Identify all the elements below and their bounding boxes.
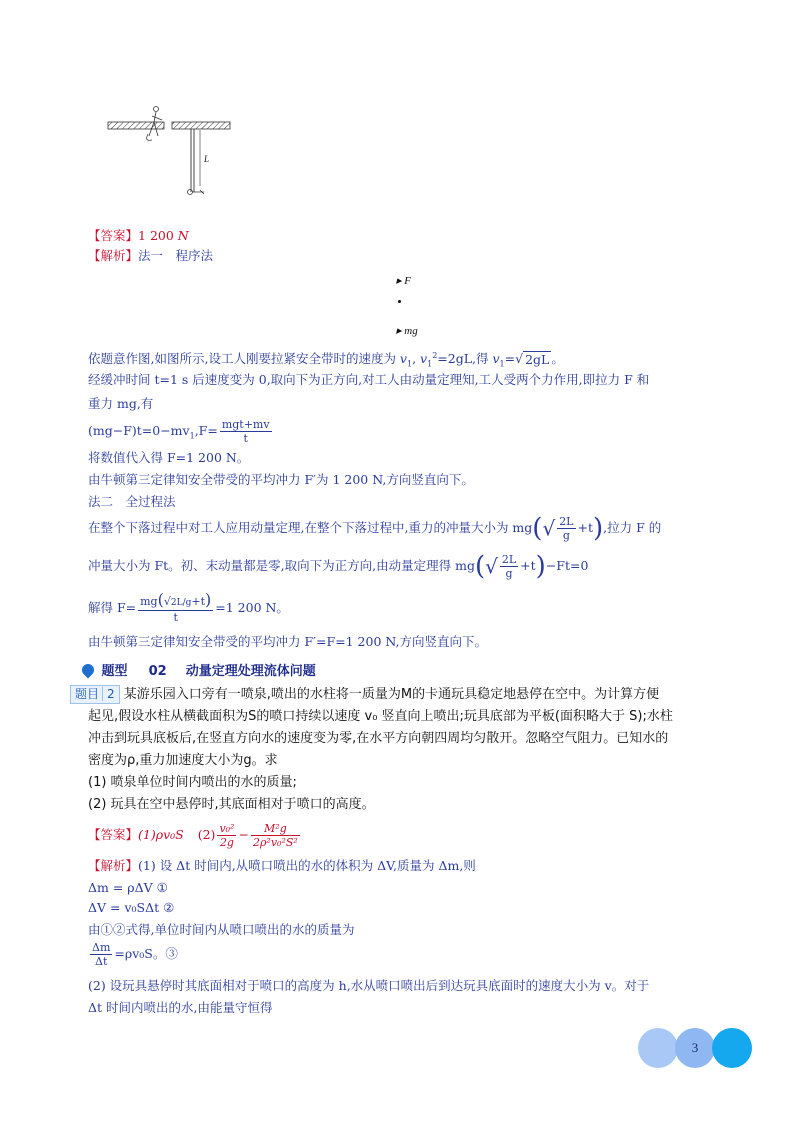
question-2-sub-2: (2) 玩具在空中悬停时,其底面相对于喷口的高度。 (88, 797, 375, 812)
answer-1 (88, 228, 189, 244)
force-F-label: F (404, 275, 412, 287)
analysis-2-line-7: Δt 时间内喷出的水,由能量守恒得 (88, 1000, 273, 1015)
label-L: L (204, 154, 210, 164)
method-2-title: 法二 全过程法 (88, 494, 176, 509)
question-2-sub-1: (1) 喷泉单位时间内喷出的水的质量; (88, 775, 297, 790)
question-2-line-3: 冲击到玩具底板后,在竖直方向水的速度变为零,在水平方向朝四周均匀散开。忽略空气阻力。已知水的 (88, 731, 669, 746)
page-number: 3 (691, 1040, 699, 1055)
section-number: 02 (148, 664, 167, 679)
method-1-title: 法一 程序法 (138, 248, 214, 263)
force-diagram: ▸ F ▸ mg (396, 275, 418, 337)
section-marker-icon (80, 662, 97, 679)
section-label: 题型 (101, 664, 128, 679)
safety-rope-figure (100, 100, 240, 200)
analysis-2-line-5: $\frac{\Delta m}{\Delta t}$ =ρv₀S。③ (92, 941, 178, 968)
question-2-line-4: 密度为ρ,重力加速度大小为g。求 (88, 753, 278, 768)
equation-line-8: 在整个下落过程中对工人应用动量定理,在整个下落过程中,重力的冲量大小为 mg(√ $\frac{2L}{g}$ +t),拉力 F 的 (88, 513, 662, 544)
answer-2: 【答案】(1)ρv₀S (2) $\frac{\text{v₀²}}{2g}$ − $\frac{\text{M²g}}{\text{2ρ²v₀²S²}}$ (88, 822, 298, 849)
text-line-11: 由牛顿第三定律知安全带受的平均冲力 F′=F=1 200 N,方向竖直向下。 (88, 634, 487, 649)
analysis-2-line-2: Δm = ρΔV ① (88, 880, 168, 895)
question-2-line-1: 题目 2 某游乐园入口旁有一喷泉,喷出的水柱将一质量为M的卡通玩具稳定地悬停在空中。为计算方便 (70, 684, 659, 706)
analysis-tag: 【解析】 (88, 248, 139, 263)
analysis-2-line-6: (2) 设玩具悬停时其底面相对于喷口的高度为 h,水从喷口喷出后到达玩具底面时的速度大小为 v。对于 (88, 978, 650, 993)
answer-tag: 【答案】 (88, 228, 139, 243)
text-line-1: 依题意作图,如图所示,设工人刚要拉紧安全带时的速度为 $v_1$, $v_1^2=2gL$,得 $v_1=√$ 2gL 。 (88, 351, 564, 369)
body-point (398, 300, 401, 303)
right-platform (172, 122, 230, 129)
question-badge: 题目 2 (70, 685, 120, 704)
equation-line-9: 冲量大小为 Ft。初、末动量都是零,取向下为正方向,由动量定理得 mg(√ $\frac{2L}{g}$ +t)−Ft=0 (88, 551, 589, 582)
analysis-1-header (88, 248, 213, 264)
equation-line-4: $(mg-F)t=0-mv_1,F=$ $\frac{\text{mgt+mv}}{t}$ (88, 418, 270, 445)
text-line-2: 经缓冲时间 t=1 s 后速度变为 0,取向下为正方向,对工人由动量定理知,工人受两个力作用,即拉力 F 和 (88, 372, 650, 387)
text-line-5: 将数值代入得 F=1 200 N。 (88, 450, 250, 465)
force-mg-label: mg (404, 325, 418, 337)
worker-head (154, 107, 159, 112)
analysis-2-line-1: 【解析】(1) 设 Δt 时间内,从喷口喷出的水的体积为 ΔV,质量为 Δm,则 (88, 858, 476, 873)
section-title-text: 动量定理处理流体问题 (185, 664, 316, 679)
question-2-line-2: 起见,假设水柱从横截面积为S的喷口持续以速度 v₀ 竖直向上喷出;玩具底部为平板(面积略大于 S);水柱 (88, 709, 673, 724)
bubble-left (638, 1028, 678, 1068)
text-line-6: 由牛顿第三定律知安全带受的平均冲力 F′为 1 200 N,方向竖直向下。 (88, 472, 474, 487)
page-number-badge (638, 1028, 752, 1068)
bubble-right (712, 1028, 752, 1068)
analysis-2-line-4: 由①②式得,单位时间内从喷口喷出的水的质量为 (88, 922, 355, 937)
text-line-3: 重力 mg,有 (88, 396, 154, 411)
analysis-2-line-3: ΔV = v₀SΔt ② (88, 900, 175, 915)
falling-worker-head (188, 190, 193, 195)
answer-value: 1 200 (138, 228, 178, 243)
answer-unit: N (177, 228, 189, 243)
section-header (82, 660, 316, 679)
equation-line-10: 解得 F= $\frac{mg(√2L/g+t)}{t}$ =1 200 N。 (88, 590, 289, 624)
